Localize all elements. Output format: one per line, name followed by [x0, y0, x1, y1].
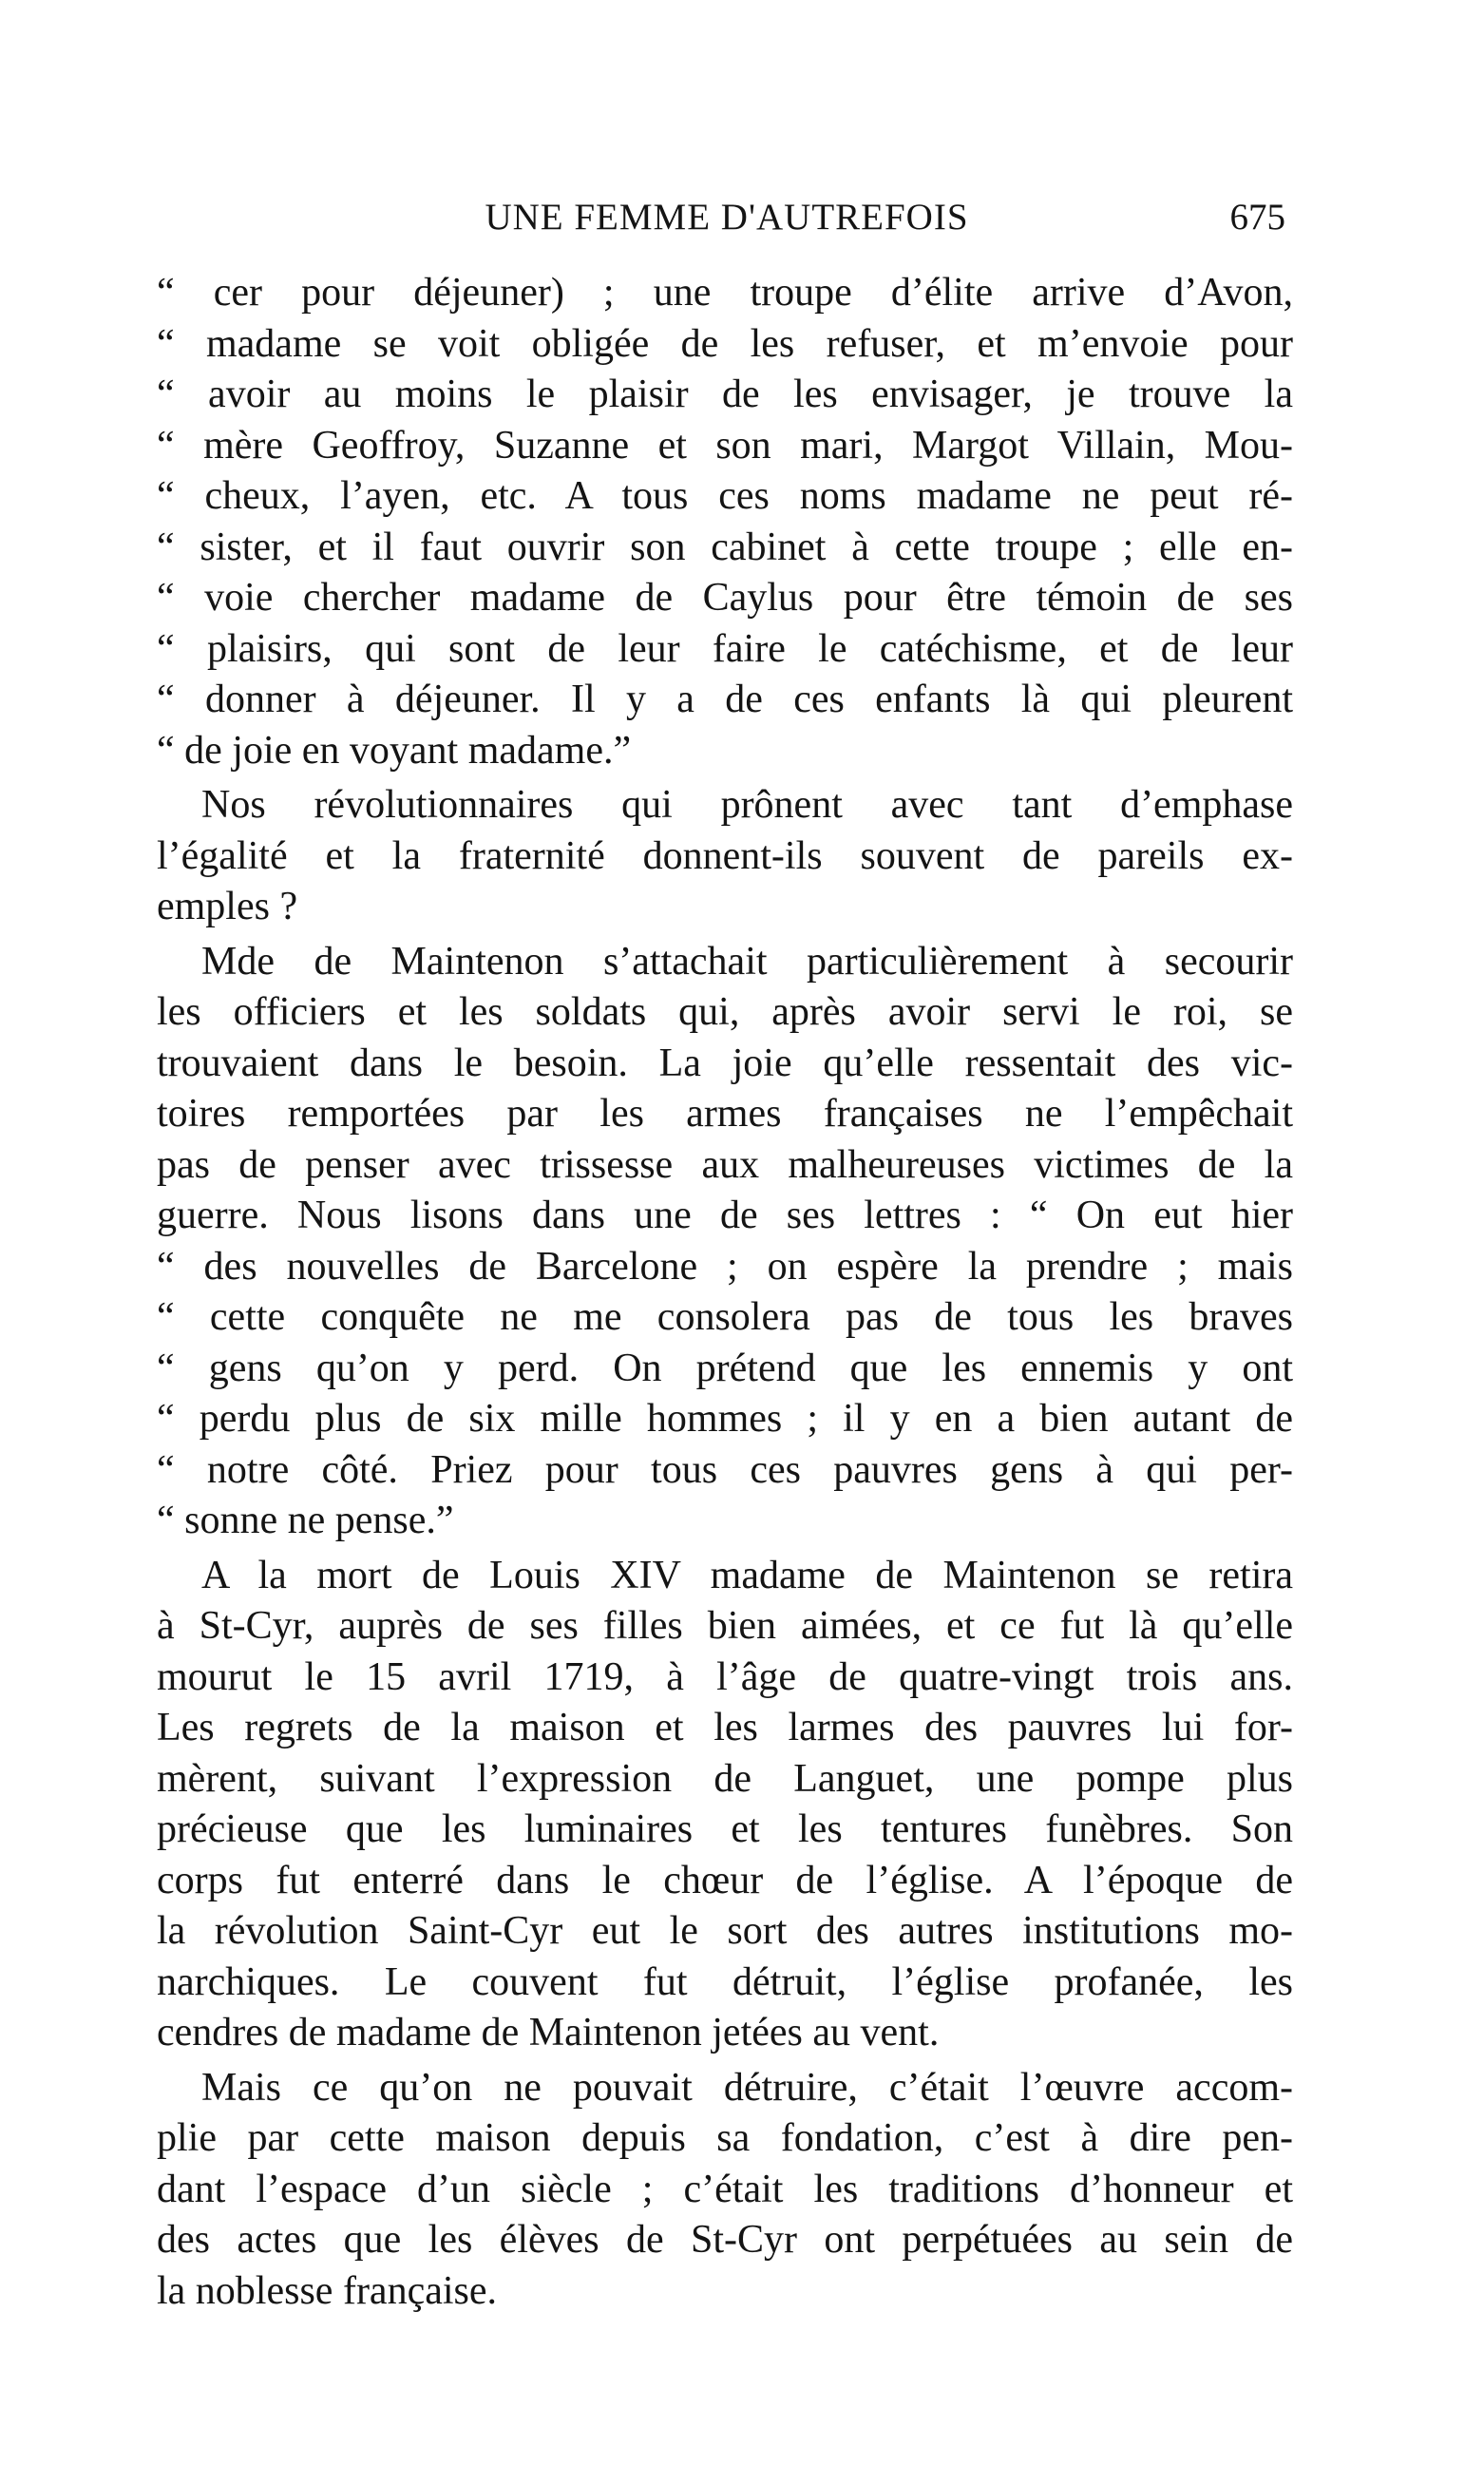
text-line: cendres de madame de Maintenon jetées au vent.	[157, 2011, 940, 2054]
text-line: “ gens qu’on y perd. On prétend que les ennemis y ont	[157, 1346, 1293, 1390]
text-line: “ perdu plus de six mille hommes ; il y en a bien autant de	[157, 1397, 1293, 1441]
paragraph	[157, 780, 1293, 933]
text-line: dant l’espace d’un siècle ; c’était les traditions d’honneur et	[157, 2167, 1293, 2211]
text-line: “ notre côté. Priez pour tous ces pauvres gens à qui per-	[157, 1447, 1293, 1492]
text-line: “ des nouvelles de Barcelone ; on espère la prendre ; mais	[157, 1244, 1293, 1289]
text-line: “ avoir au moins le plaisir de les envisager, je trouve la	[157, 373, 1293, 416]
page-header	[157, 190, 1297, 247]
text-line: Mde de Maintenon s’attachait particulièrement à secourir	[201, 939, 1293, 984]
text-line: Mais ce qu’on ne pouvait détruire, c’était l’œuvre accom-	[201, 2065, 1293, 2110]
text-line: Les regrets de la maison et les larmes des pauvres lui for-	[157, 1706, 1293, 1749]
paragraph	[157, 937, 1293, 1547]
text-line: “ plaisirs, qui sont de leur faire le catéchisme, et de leur	[157, 626, 1293, 671]
text-line: A la mort de Louis XIV madame de Maintenon se retira	[201, 1553, 1293, 1597]
text-line: l’égalité et la fraternité donnent-ils souvent de pareils ex-	[157, 833, 1293, 878]
paragraph	[157, 1551, 1293, 2059]
text-line: “ madame se voit obligée de les refuser, et m’envoie pour	[157, 321, 1293, 366]
text-line: “ de joie en voyant madame.”	[157, 728, 632, 773]
text-line: la révolution Saint-Cyr eut le sort des autres institutions mo-	[157, 1909, 1293, 1953]
text-line: narchiques. Le couvent fut détruit, l’église profanée, les	[157, 1959, 1293, 2004]
text-line: Nos révolutionnaires qui prônent avec tant d’emphase	[201, 783, 1293, 827]
text-line: pas de penser avec trissesse aux malheureuses victimes de la	[157, 1142, 1293, 1187]
text-line: corps fut enterré dans le chœur de l’église. A l’époque de	[157, 1858, 1293, 1902]
text-line: “ sonne ne pense.”	[157, 1499, 454, 1542]
page-body	[157, 268, 1293, 2317]
paragraph	[157, 268, 1293, 776]
page-number: 675	[1229, 197, 1285, 238]
text-line: la noblesse française.	[157, 2268, 498, 2313]
text-line: “ cer pour déjeuner) ; une troupe d’élite arrive d’Avon,	[157, 271, 1293, 315]
text-line: emples ?	[157, 885, 298, 928]
text-line: mourut le 15 avril 1719, à l’âge de quatre-vingt trois ans.	[157, 1654, 1293, 1699]
text-line: mèrent, suivant l’expression de Languet, une pompe plus	[157, 1756, 1293, 1801]
text-line: toires remportées par les armes françaises ne l’empêchait	[157, 1092, 1293, 1136]
text-line: “ cette conquête ne me consolera pas de tous les braves	[157, 1295, 1293, 1339]
text-line: des actes que les élèves de St-Cyr ont perpétuées au sein de	[157, 2218, 1293, 2262]
text-line: “ sister, et il faut ouvrir son cabinet à cette troupe ; elle en-	[157, 525, 1293, 569]
text-line: “ voie chercher madame de Caylus pour être témoin de ses	[157, 576, 1293, 620]
text-line: plie par cette maison depuis sa fondation, c’est à dire pen-	[157, 2116, 1293, 2160]
running-title: UNE FEMME D'AUTREFOIS	[485, 197, 969, 238]
text-line: “ donner à déjeuner. Il y a de ces enfants là qui pleurent	[157, 678, 1293, 721]
text-line: trouvaient dans le besoin. La joie qu’elle ressentait des vic-	[157, 1041, 1293, 1085]
paragraph	[157, 2063, 1293, 2318]
text-line: précieuse que les luminaires et les tentures funèbres. Son	[157, 1807, 1293, 1851]
text-line: “ mère Geoffroy, Suzanne et son mari, Margot Villain, Mou-	[157, 423, 1293, 468]
text-line: “ cheux, l’ayen, etc. A tous ces noms madame ne peut ré-	[157, 474, 1293, 518]
text-line: guerre. Nous lisons dans une de ses lettres : “ On eut hier	[157, 1194, 1293, 1237]
text-line: à St-Cyr, auprès de ses filles bien aimées, et ce fut là qu’elle	[157, 1604, 1293, 1648]
text-line: les officiers et les soldats qui, après avoir servi le roi, se	[157, 990, 1293, 1034]
